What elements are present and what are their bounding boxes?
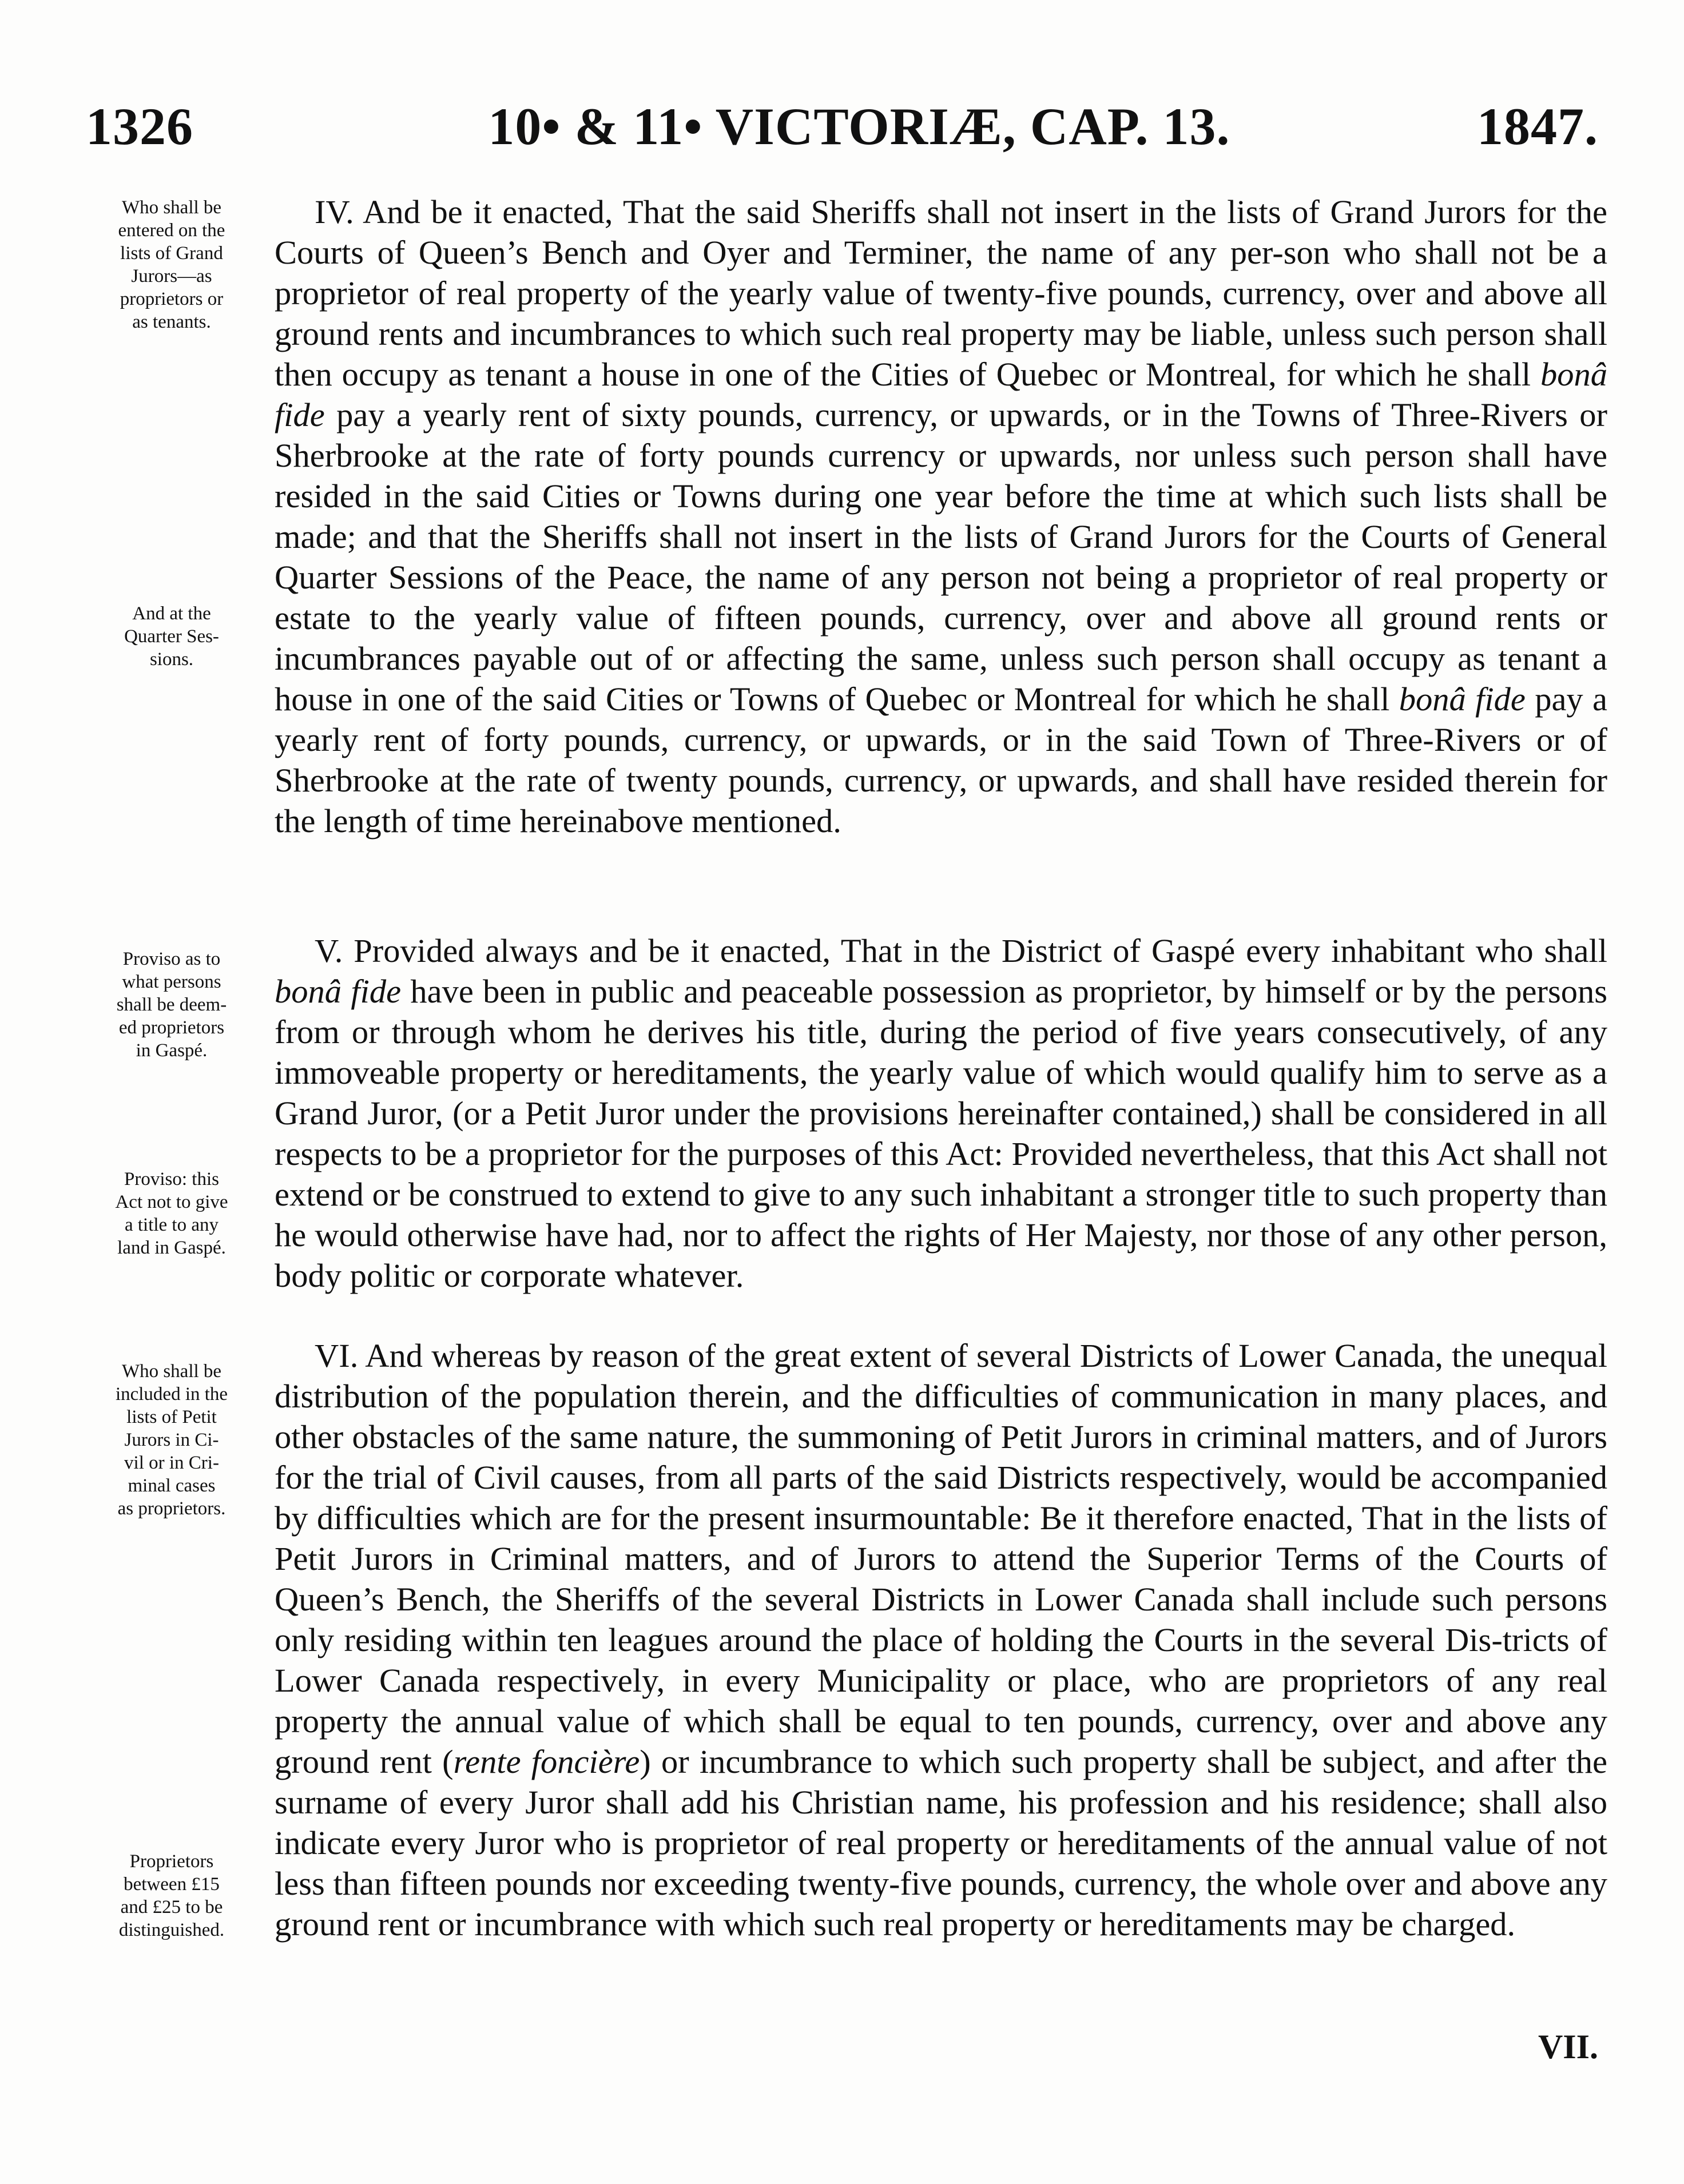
running-title: 10• & 11• VICTORIÆ, CAP. 13. [488,97,1230,156]
margin-note-petit-jurors: Who shall be included in the lists of Petit Jurors in Ci- vil or in Cri- minal cases as proprietors. [115,1361,228,1519]
margin-note-proviso-gaspe: Proviso as to what persons shall be deem- ed proprietors in Gaspé. [116,949,227,1061]
section-iv: IV. And be it enacted, That the said Sheriffs shall not insert in the lists of Grand Jurors for the Courts of Queen’s Bench and Oyer and Terminer, the name of any per-son who shall not be a proprietor of real property of the yearly value of twenty-five pounds, currency, over and above all ground rents and incumbrances to which such real property may be liable, unless such person shall then occupy as tenant a house in one of the Cities of Quebec or Montreal, for which he shall bonâ fide pay a yearly rent of sixty pounds, currency, or upwards, or in the Towns of Three-Rivers or Sherbrooke at the rate of forty pounds currency or upwards, nor unless such person shall have resided in the said Cities or Towns during one year before the time at which such lists shall be made; and that the Sheriffs shall not insert in the lists of Grand Jurors for the Courts of General Quarter Sessions of the Peace, the name of any person not being a proprietor of real property or estate to the yearly value of fifteen pounds, currency, over and above all ground rents or incumbrances payable out of or affecting the same, unless such person shall occupy as tenant a house in one of the said Cities or Towns of Quebec or Montreal for which he shall bonâ fide pay a yearly rent of forty pounds, currency, or upwards, or in the said Town of Three-Rivers or of Sherbrooke at the rate of twenty pounds, currency, or upwards, and shall have resided therein for the length of time hereinabove mentioned. [275,193,1607,840]
margin-note-quarter-sessions: And at the Quarter Ses- sions. [124,603,219,670]
page-number: 1326 [86,97,193,156]
section-vi: VI. And whereas by reason of the great extent of several Districts of Lower Canada, the unequal distribution of the population therein, and the difficulties of communication in many places, and other obstacles of the same nature, the summoning of Petit Jurors in criminal matters, and of Jurors for the trial of Civil causes, from all parts of the said Districts respectively, would be accompanied by difficulties which are for the present insurmountable: Be it therefore enacted, That in the lists of Petit Jurors in Criminal matters, and of Jurors to attend the Superior Terms of the Courts of Queen’s Bench, the Sheriffs of the several Districts in Lower Canada shall include such persons only residing within ten leagues around the place of holding the Courts in the several Dis-tricts of Lower Canada respectively, in every Municipality or place, who are proprietors of any real property the annual value of which shall be equal to ten pounds, currency, over and above any ground rent (rente foncière) or incumbrance to which such property shall be subject, and after the surname of every Juror shall add his Christian name, his profession and his residence; shall also indicate every Juror who is proprietor of real property or hereditaments of the annual value of not less than fifteen pounds nor exceeding twenty-five pounds, currency, the whole over and above any ground rent or incumbrance with which such real property or hereditaments may be charged. [275,1337,1607,1943]
year: 1847. [1477,97,1598,156]
margin-note-proviso-title: Proviso: this Act not to give a title to any land in Gaspé. [115,1169,228,1258]
margin-note-proprietors: Proprietors between £15 and £25 to be distinguished. [118,1851,225,1940]
catchword: VII. [1538,2028,1598,2066]
section-v: V. Provided always and be it enacted, That in the District of Gaspé every inhabitant who shall bonâ fide have been in public and peaceable possession as proprietor, by himself or by the persons from or through whom he derives his title, during the period of five years consecutively, of any immoveable property or hereditaments, the yearly value of which would qualify him to serve as a Grand Juror, (or a Petit Juror under the provisions hereinafter contained,) shall be considered in all respects to be a proprietor for the purposes of this Act: Provided nevertheless, that this Act shall not extend or be construed to extend to give to any such inhabitant a stronger title to such property than he would otherwise have had, nor to affect the rights of Her Majesty, nor those of any other person, body politic or corporate whatever. [275,932,1607,1294]
margin-note-grand-jurors: Who shall be entered on the lists of Grand Jurors—as proprietors or as tenants. [118,197,225,332]
